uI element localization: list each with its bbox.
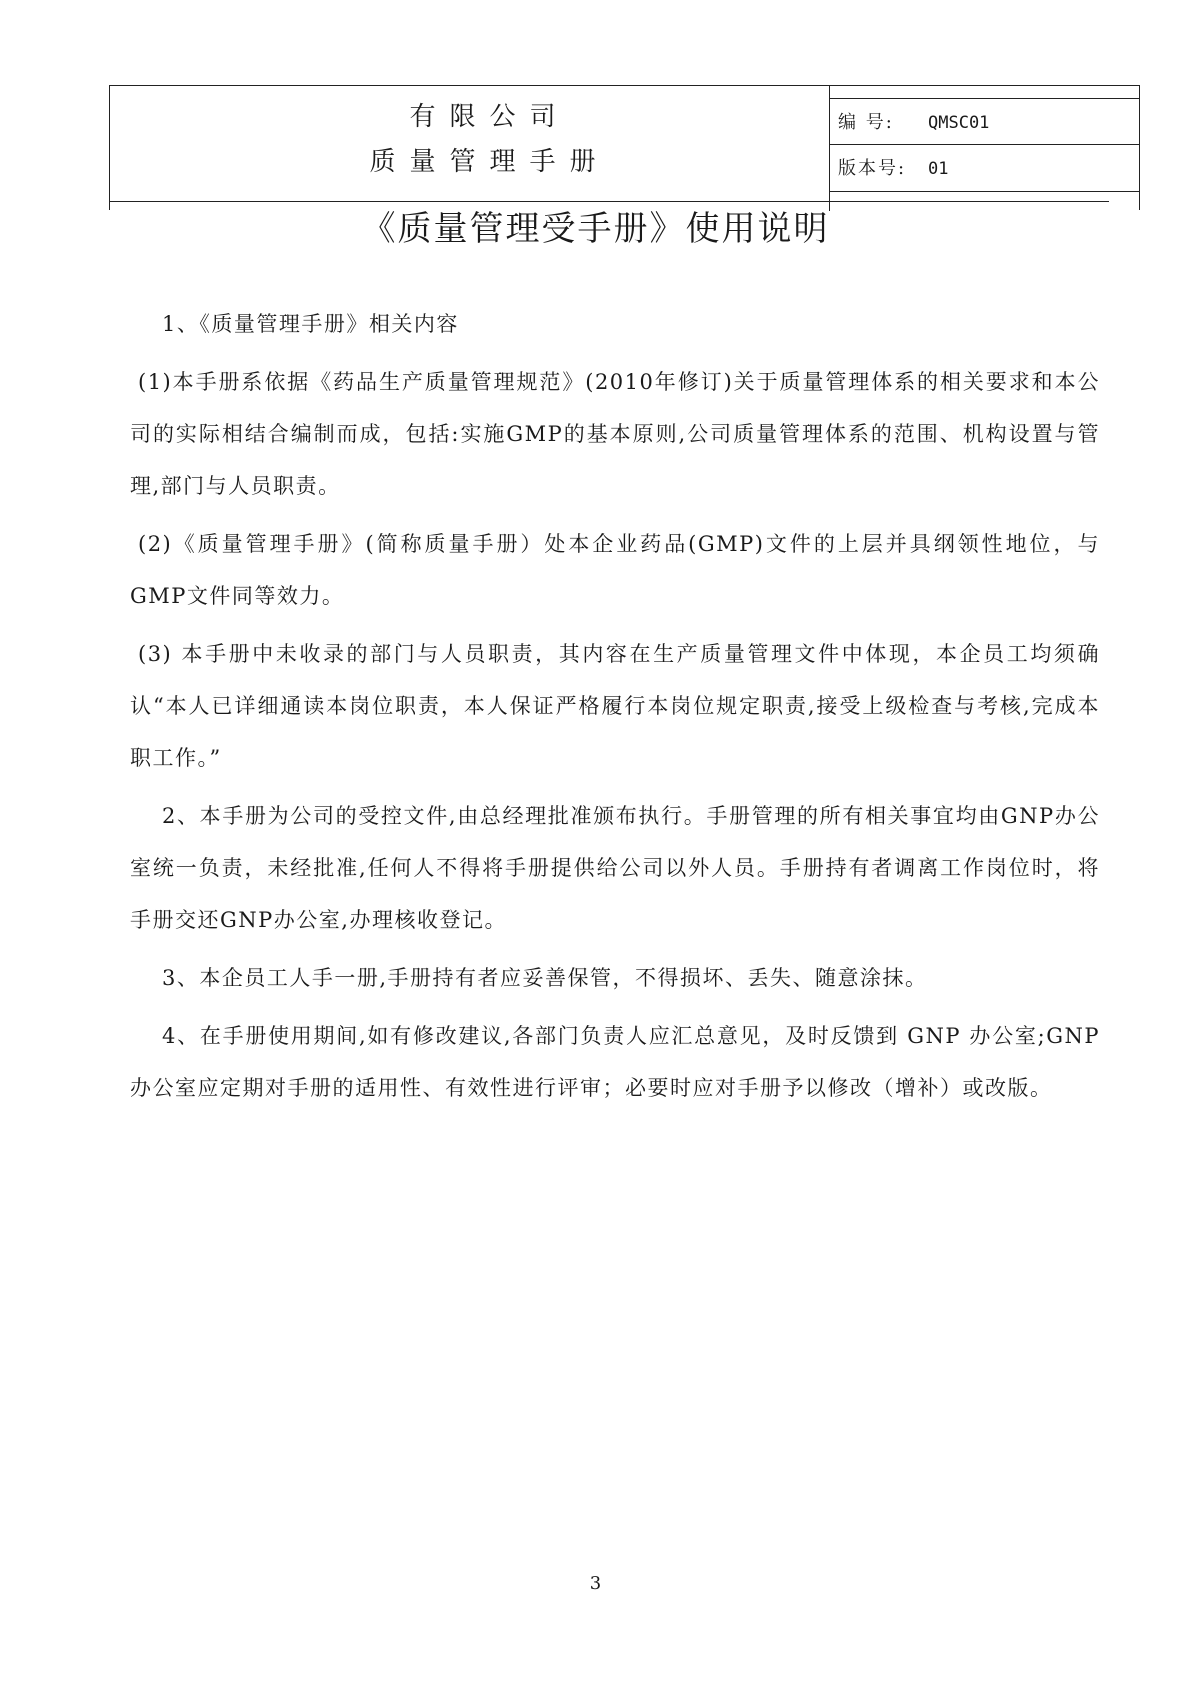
- section-2: 2、本手册为公司的受控文件,由总经理批准颁布执行。手册管理的所有相关事宜均由GNP办公室统一负责，未经批准,任何人不得将手册提供给公司以外人员。手册持有者调离工作岗位时，将手册交还GNP办公室,办理核收登记。: [130, 804, 1100, 932]
- section-1-item-2: (2)《质量管理手册》(简称质量手册）处本企业药品(GMP)文件的上层并具纲领性地位，与GMP文件同等效力。: [130, 532, 1100, 608]
- document-code-label: 编 号:: [838, 112, 894, 133]
- page-number: 3: [589, 1573, 602, 1594]
- manual-name: 质量管理手册: [369, 147, 610, 177]
- version-row: [830, 145, 1140, 192]
- version-label: 版本号:: [838, 158, 907, 179]
- document-code-row: [830, 98, 1140, 145]
- version-value: 01: [928, 159, 949, 179]
- document-header: [109, 85, 1140, 210]
- section-1-item-1: (1)本手册系依据《药品生产质量管理规范》(2010年修订)关于质量管理体系的相关要求和本公司的实际相结合编制而成，包括:实施GMP的基本原则,公司质量管理体系的范围、机构设置与管理,部门与人员职责。: [130, 370, 1100, 498]
- document-title: 《质量管理受手册》使用说明: [361, 209, 830, 249]
- header-title-cell: [110, 86, 830, 211]
- document-code-value: QMSC01: [928, 113, 990, 133]
- company-name: 有限公司: [409, 102, 570, 132]
- document-meta-table: [830, 86, 1140, 211]
- document-body: [130, 298, 1100, 1120]
- section-3: 3、本企员工人手一册,手册持有者应妥善保管，不得损坏、丢失、随意涂抹。: [162, 966, 928, 990]
- section-1-item-3: (3) 本手册中未收录的部门与人员职责，其内容在生产质量管理文件中体现，本企员工均须确认“本人已详细通读本岗位职责，本人保证严格履行本岗位规定职责,接受上级检查与考核,完成本职工作。”: [130, 642, 1100, 770]
- section-4: 4、在手册使用期间,如有修改建议,各部门负责人应汇总意见，及时反馈到 GNP 办公室;GNP办公室应定期对手册的适用性、有效性进行评审；必要时应对手册予以修改（增补）或改版。: [130, 1024, 1100, 1100]
- section-1-heading: 1、《质量管理手册》相关内容: [162, 312, 459, 336]
